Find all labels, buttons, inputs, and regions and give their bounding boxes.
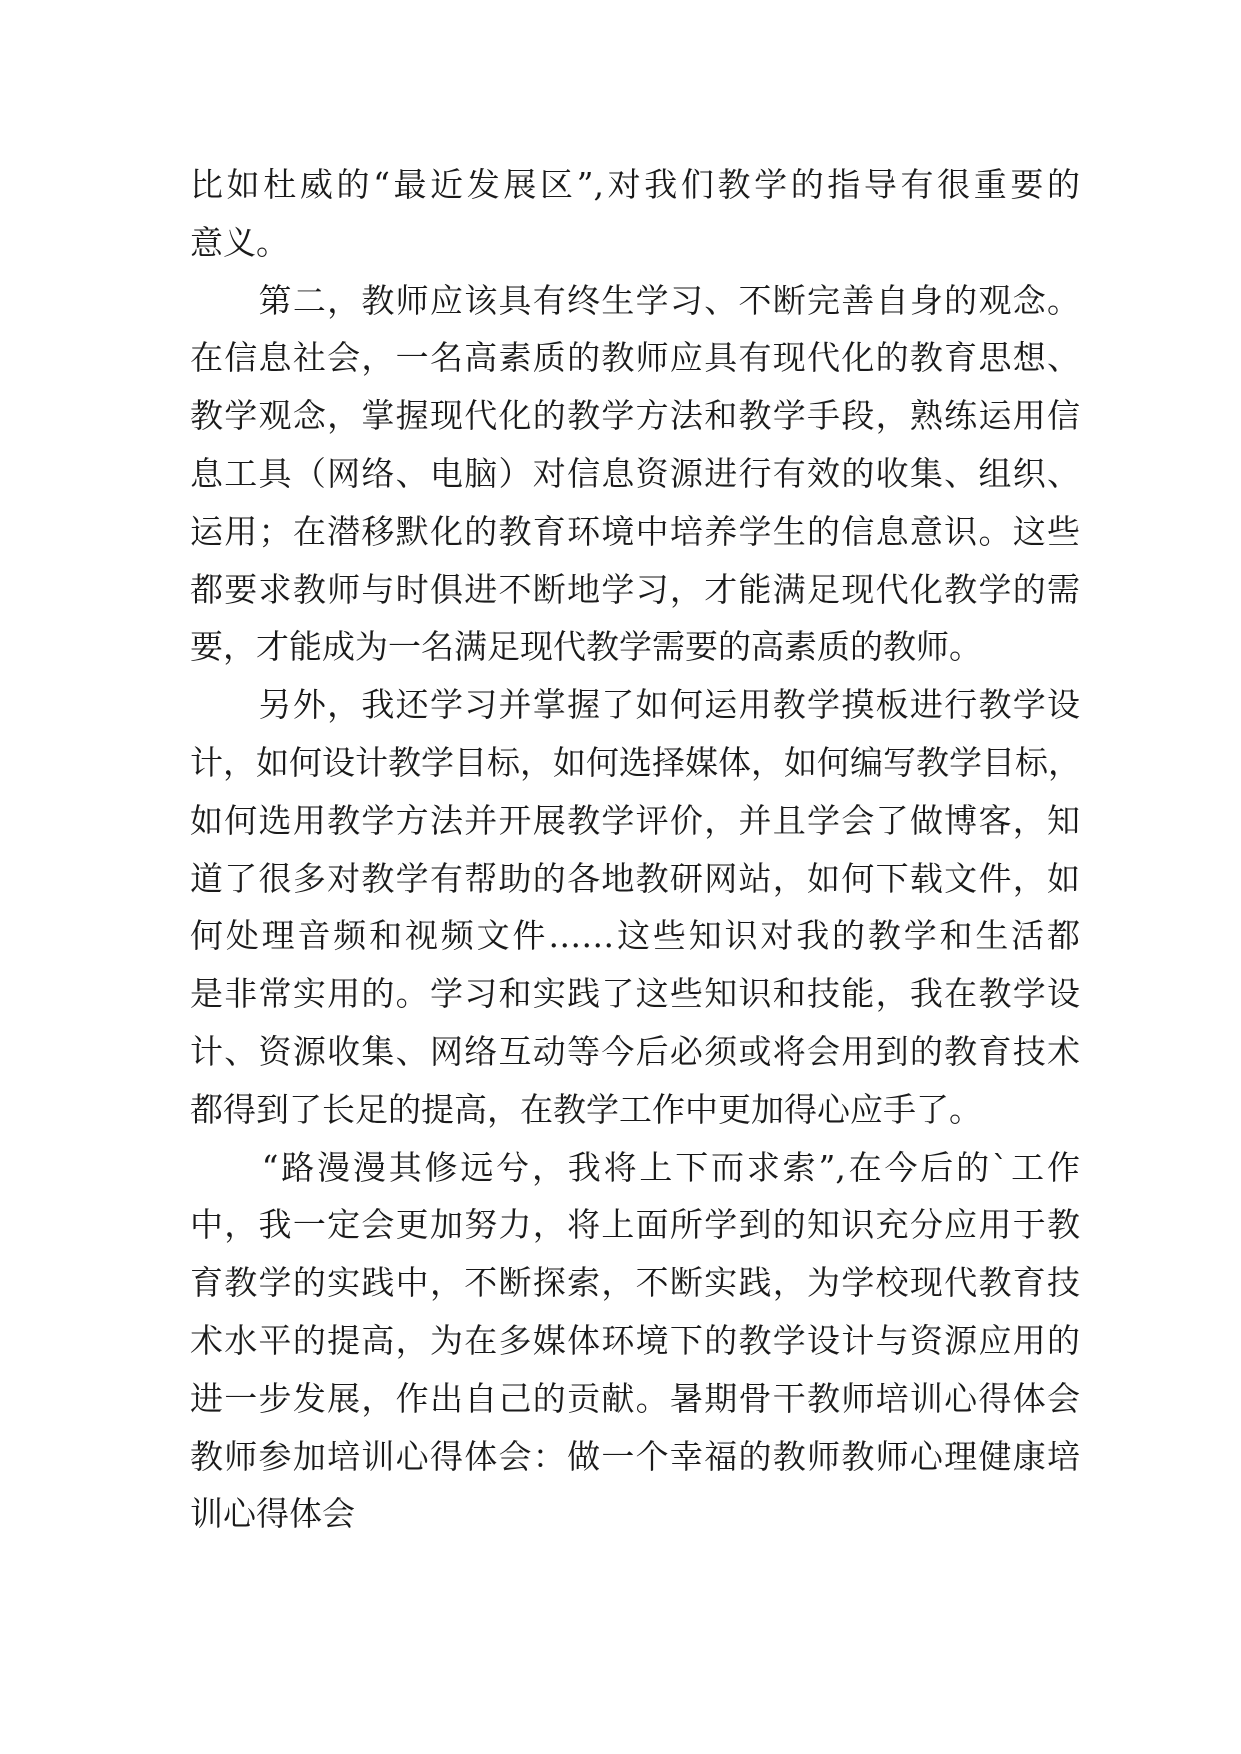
text-line: 在信息社会，一名高素质的教师应具有现代化的教育思想、: [190, 338, 1080, 378]
text-line: 如何选用教学方法并开展教学评价，并且学会了做博客，知: [190, 800, 1080, 840]
text-line: 教师参加培训心得体会：做一个幸福的教师教师心理健康培: [190, 1436, 1080, 1476]
text-line: 是非常实用的。学习和实践了这些知识和技能，我在教学设: [190, 974, 1080, 1014]
text-line: 何处理音频和视频文件……这些知识对我的教学和生活都: [190, 916, 1080, 956]
text-line: 计、资源收集、网络互动等今后必须或将会用到的教育技术: [190, 1031, 1080, 1071]
text-line: “路漫漫其修远兮，我将上下而求索”,在今后的`工作: [190, 1147, 1080, 1187]
text-line: 意义。: [190, 222, 289, 262]
text-line: 息工具（网络、电脑）对信息资源进行有效的收集、组织、: [190, 453, 1080, 493]
text-line: 第二，教师应该具有终生学习、不断完善自身的观念。: [190, 280, 1080, 320]
text-line: 都要求教师与时俱进不断地学习，才能满足现代化教学的需: [190, 569, 1080, 609]
text-line: 教学观念，掌握现代化的教学方法和教学手段，熟练运用信: [190, 396, 1080, 436]
text-line: 比如杜威的“最近发展区”,对我们教学的指导有很重要的: [190, 165, 1080, 204]
document-body: [190, 156, 1080, 1543]
text-line: 育教学的实践中，不断探索，不断实践，为学校现代教育技: [190, 1263, 1080, 1303]
text-line: 术水平的提高，为在多媒体环境下的教学设计与资源应用的: [190, 1320, 1080, 1360]
text-line: 都得到了长足的提高，在教学工作中更加得心应手了。: [190, 1089, 982, 1129]
text-line: 要，才能成为一名满足现代教学需要的高素质的教师。: [190, 627, 982, 667]
text-line: 运用；在潜移默化的教育环境中培养学生的信息意识。这些: [190, 511, 1080, 551]
text-line: 另外，我还学习并掌握了如何运用教学摸板进行教学设: [190, 685, 1080, 725]
text-line: 进一步发展，作出自己的贡献。暑期骨干教师培训心得体会: [190, 1378, 1080, 1418]
text-line: 中，我一定会更加努力，将上面所学到的知识充分应用于教: [190, 1205, 1080, 1245]
text-line: 计，如何设计教学目标，如何选择媒体，如何编写教学目标，: [190, 742, 1081, 782]
text-line: 道了很多对教学有帮助的各地教研网站，如何下载文件，如: [190, 858, 1080, 898]
text-line: 训心得体会: [190, 1494, 355, 1534]
